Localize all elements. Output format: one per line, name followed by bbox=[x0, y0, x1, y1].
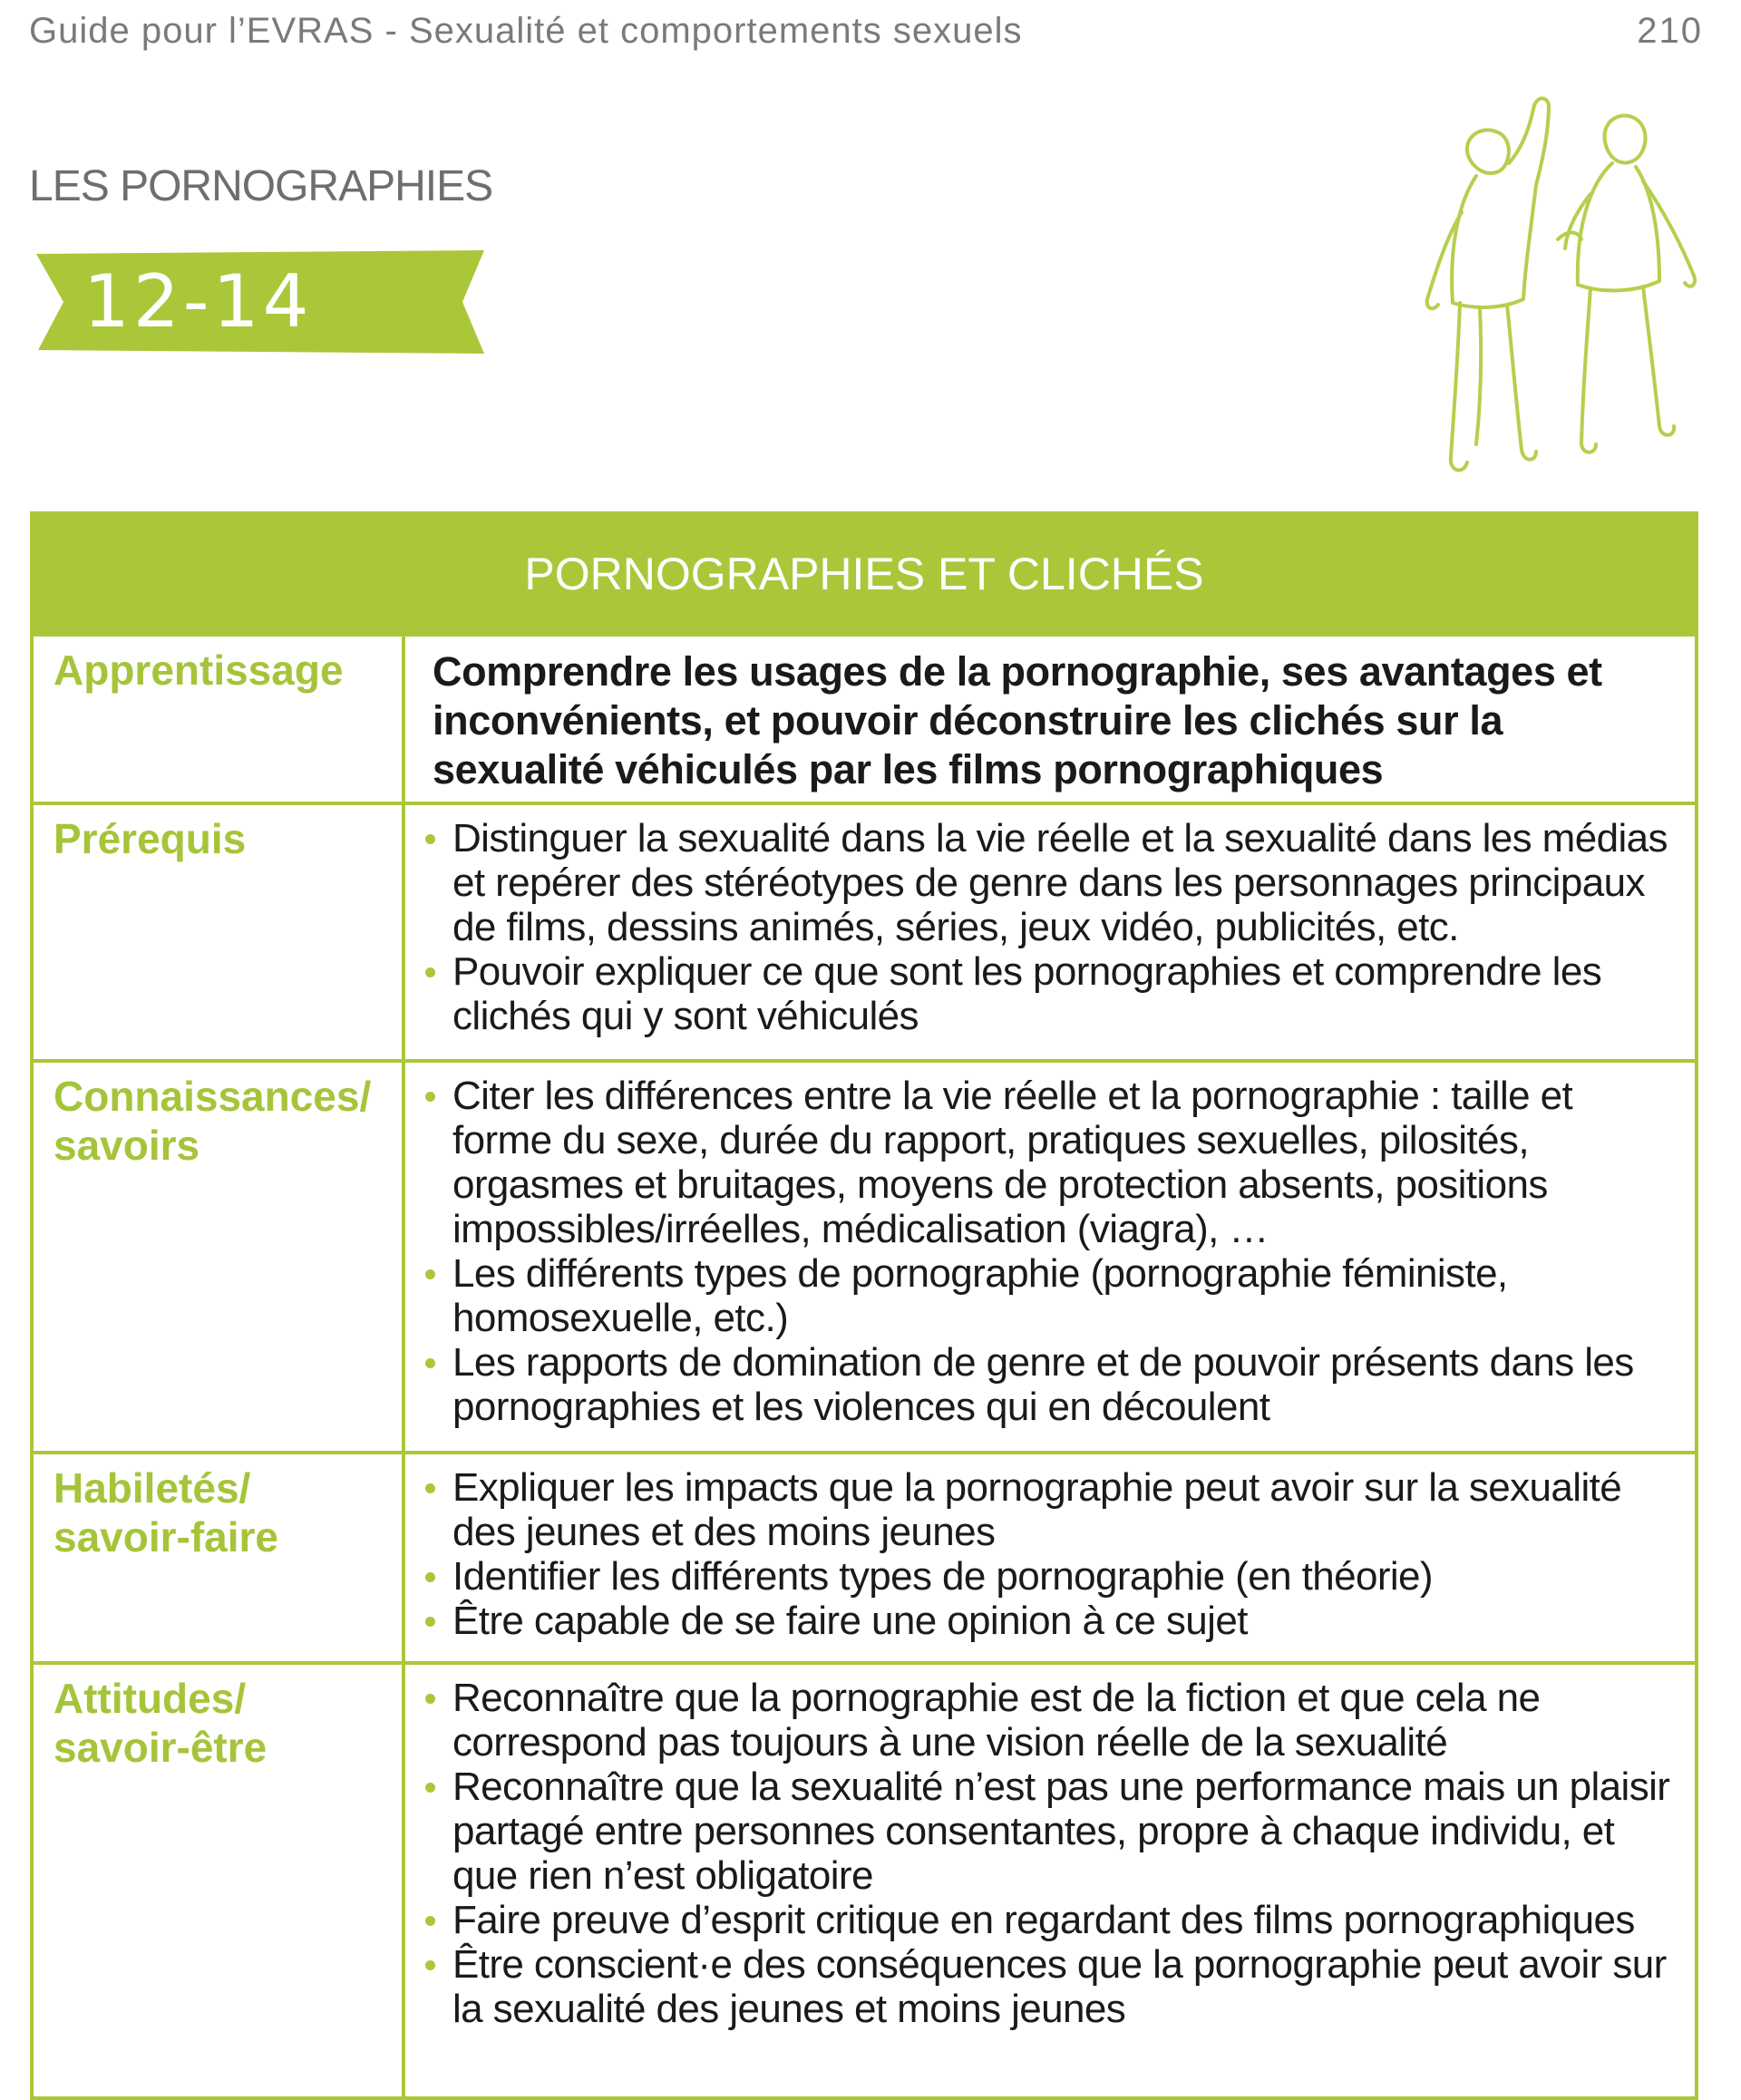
age-badge bbox=[36, 250, 484, 428]
competency-table bbox=[30, 511, 1698, 2100]
list-item: Être capable de se faire une opinion à ce sujet bbox=[425, 1599, 1677, 1643]
row-label: Apprentissage bbox=[34, 637, 405, 802]
learning-objective: Comprendre les usages de la pornographie, ses avantages et inconvénients, et pouvoir déconstruire les clichés sur la sexualité véhiculés par les films pornographiques bbox=[433, 648, 1602, 792]
table-title: PORNOGRAPHIES ET CLICHÉS bbox=[34, 515, 1695, 633]
section-title: LES PORNOGRAPHIES bbox=[29, 162, 493, 210]
row-content bbox=[405, 805, 1695, 1059]
row-content bbox=[405, 1454, 1695, 1661]
age-badge-label: 12-14 ANS bbox=[83, 259, 313, 428]
row-content bbox=[405, 1665, 1695, 2096]
list-item: Reconnaître que la pornographie est de la fiction et que cela ne correspond pas toujours à une vision réelle de la sexualité bbox=[425, 1676, 1677, 1765]
list-item: Expliquer les impacts que la pornographie peut avoir sur la sexualité des jeunes et des moins jeunes bbox=[425, 1465, 1677, 1554]
list-item: Les rapports de domination de genre et de pouvoir présents dans les pornographies et les violences qui en découlent bbox=[425, 1340, 1677, 1429]
page-number: 210 bbox=[1637, 11, 1703, 51]
list-item: Être conscient·e des conséquences que la pornographie peut avoir sur la sexualité des jeunes et moins jeunes bbox=[425, 1942, 1677, 2031]
list-item: Les différents types de pornographie (pornographie féministe, homosexuelle, etc.) bbox=[425, 1251, 1677, 1340]
list-item: Citer les différences entre la vie réelle et la pornographie : taille et forme du sexe, durée du rapport, pratiques sexuelles, pilosités, orgasmes et bruitages, moyens de protection absents, positions impossibles/irréelles, médicalisation (viagra), … bbox=[425, 1074, 1677, 1251]
running-title: Guide pour l’EVRAS - Sexualité et comportements sexuels bbox=[29, 11, 1023, 51]
table-row bbox=[34, 1661, 1695, 2096]
list-item: Identifier les différents types de pornographie (en théorie) bbox=[425, 1554, 1677, 1599]
row-label: Prérequis bbox=[34, 805, 405, 1059]
list-item: Distinguer la sexualité dans la vie réelle et la sexualité dans les médias et repérer des stéréotypes de genre dans les personnages principaux de films, dessins animés, séries, jeux vidéo, publicités, etc. bbox=[425, 816, 1677, 949]
table-row bbox=[34, 802, 1695, 1059]
row-content bbox=[405, 1063, 1695, 1451]
row-label: Attitudes/ savoir-être bbox=[34, 1665, 405, 2096]
row-label: Connaissances/ savoirs bbox=[34, 1063, 405, 1451]
table-row bbox=[34, 1451, 1695, 1661]
list-item: Faire preuve d’esprit critique en regardant des films pornographiques bbox=[425, 1898, 1677, 1942]
list-item: Pouvoir expliquer ce que sont les pornographies et comprendre les clichés qui y sont véhiculés bbox=[425, 949, 1677, 1038]
teens-illustration bbox=[1422, 94, 1730, 511]
table-row bbox=[34, 633, 1695, 802]
table-row bbox=[34, 1059, 1695, 1451]
row-label: Habiletés/ savoir-faire bbox=[34, 1454, 405, 1661]
list-item: Reconnaître que la sexualité n’est pas une performance mais un plaisir partagé entre personnes consentantes, propre à chaque individu, et que rien n’est obligatoire bbox=[425, 1765, 1677, 1898]
